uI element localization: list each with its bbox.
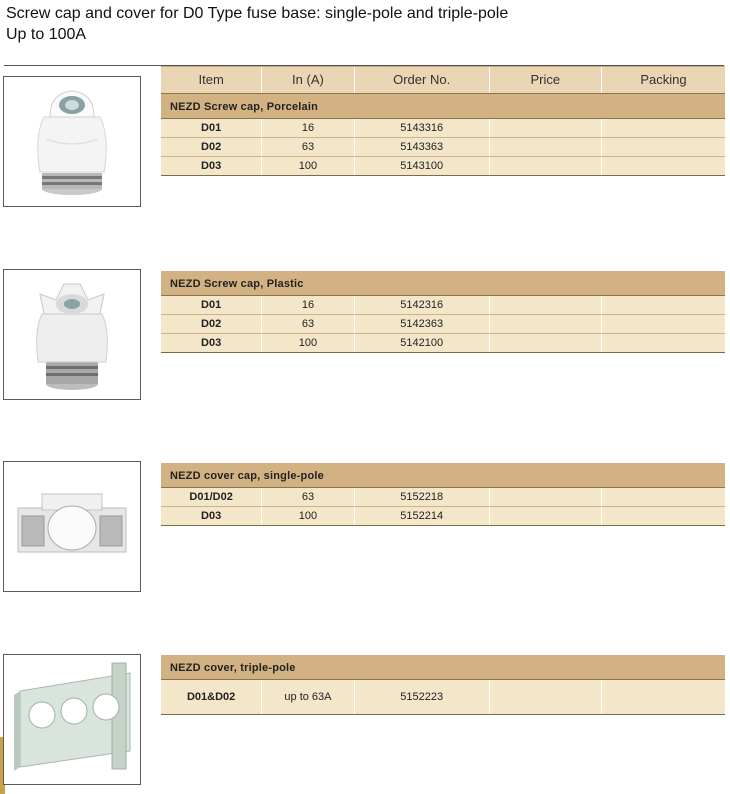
cell-order: 5142363	[355, 315, 490, 333]
cell-price	[490, 119, 602, 137]
porcelain-screw-cap-photo	[3, 76, 141, 207]
table-row	[161, 488, 725, 507]
porcelain-screw-cap-table	[161, 66, 725, 176]
cell-order: 5143100	[355, 157, 490, 175]
cell-item: D01	[161, 119, 262, 137]
cell-in: 16	[262, 296, 354, 314]
cell-in: 16	[262, 119, 354, 137]
col-packing-header: Packing	[640, 72, 687, 87]
cell-item: D01/D02	[161, 488, 262, 506]
cell-order: 5143363	[355, 138, 490, 156]
cell-order: 5152218	[355, 488, 490, 506]
cell-item: D01&D02	[161, 680, 262, 714]
col-item-header: Item	[161, 67, 262, 93]
cell-in: 63	[262, 315, 354, 333]
table-row	[161, 334, 725, 353]
cell-item: D02	[161, 315, 262, 333]
cell-price	[490, 680, 602, 714]
cell-price	[490, 296, 602, 314]
section-title: NEZD cover, triple-pole	[161, 655, 725, 680]
table-row	[161, 157, 725, 176]
table-row	[161, 680, 725, 715]
cell-packing	[602, 157, 725, 175]
table-row	[161, 296, 725, 315]
table-row	[161, 119, 725, 138]
single-pole-cover-cap-photo	[3, 461, 141, 592]
section-title: NEZD Screw cap, Plastic	[161, 271, 725, 296]
cell-packing	[602, 315, 725, 333]
cell-order: 5152214	[355, 507, 490, 525]
cell-order: 5142100	[355, 334, 490, 352]
col-in-header: In (A)	[262, 67, 354, 93]
single-pole-cover-cap-table	[161, 463, 725, 526]
col-order-header: Order No.	[355, 67, 490, 93]
cell-packing	[602, 507, 725, 525]
cell-price	[490, 315, 602, 333]
cell-item: D03	[161, 507, 262, 525]
triple-pole-cover-table	[161, 655, 725, 715]
table-row	[161, 507, 725, 526]
cell-in: 63	[262, 488, 354, 506]
page-title: Screw cap and cover for D0 Type fuse base: single-pole and triple-pole	[6, 5, 509, 22]
cell-in: 100	[262, 157, 354, 175]
cell-in: 100	[262, 334, 354, 352]
table-row	[161, 315, 725, 334]
cell-packing	[602, 334, 725, 352]
plastic-screw-cap-photo	[3, 269, 141, 400]
cell-order: 5152223	[355, 680, 490, 714]
cell-price	[490, 138, 602, 156]
cell-in: 100	[262, 507, 354, 525]
cell-item: D01	[161, 296, 262, 314]
cell-price	[490, 488, 602, 506]
cell-order: 5142316	[355, 296, 490, 314]
section-title: NEZD Screw cap, Porcelain	[161, 94, 725, 119]
page-subtitle: Up to 100A	[6, 26, 87, 43]
cell-packing	[602, 119, 725, 137]
cell-in: up to 63A	[262, 680, 354, 714]
cell-price	[490, 334, 602, 352]
col-price-header: Price	[490, 67, 602, 93]
cell-item: D03	[161, 334, 262, 352]
cell-in: 63	[262, 138, 354, 156]
cell-packing	[602, 138, 725, 156]
table-header	[161, 66, 725, 94]
section-title: NEZD cover cap, single-pole	[161, 463, 725, 488]
cell-item: D03	[161, 157, 262, 175]
cell-packing	[602, 296, 725, 314]
cell-packing	[602, 680, 725, 714]
cell-packing	[602, 488, 725, 506]
table-row	[161, 138, 725, 157]
cell-item: D02	[161, 138, 262, 156]
triple-pole-cover-photo	[3, 654, 141, 785]
plastic-screw-cap-table	[161, 271, 725, 353]
cell-price	[490, 157, 602, 175]
cell-price	[490, 507, 602, 525]
cell-order: 5143316	[355, 119, 490, 137]
